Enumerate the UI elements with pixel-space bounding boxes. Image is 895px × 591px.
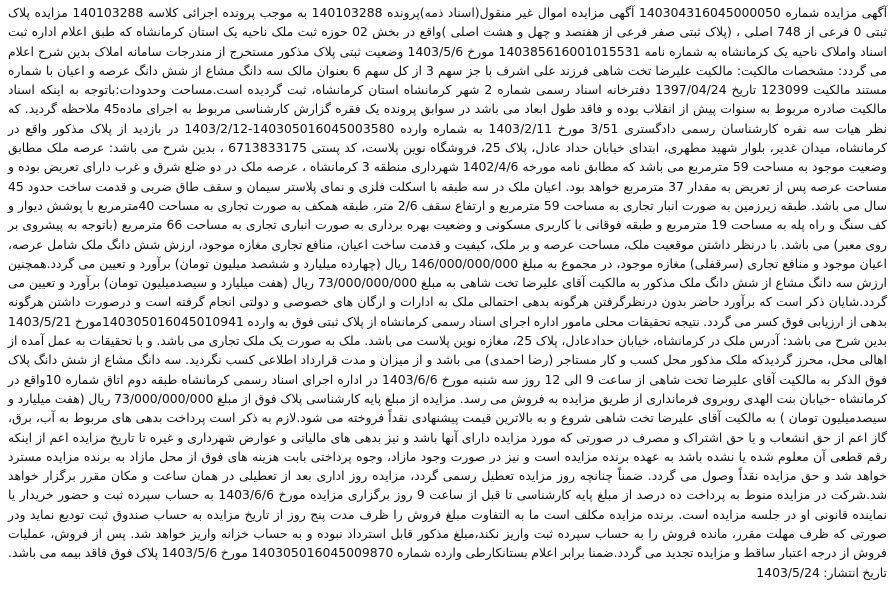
notice-body-text: آگهی مزایده شماره 140304316045000050 آگهی مزایده اموال غیر منقول(اسناد ذمه)پرونده 140103288 به موجب پرونده اجرائی کلاسه 140103288 مزایده پلاک ثبتی 0 فرعی از 748 اصلی ، (پلاک ثبتی صفر فرعی از هفتصد و چهل و هشت اصلی )واقع در بخش 02 حوزه ثبت ملک ناحیه یک استان کرمانشاه که طبق اعلام اداره ثبت اسناد واملاک ناحیه یک کرمانشاه به شماره نامه 140385616001015531 مورخ 1403/5/6 وضعیت ثبتی پلاک مذکور مستخرج از مندرجات سامانه املاک بدین شرح اعلام می گردد: مشخصات مالکیت: مالکیت علیرضا تخت شاهی فرزند علی اشرف با جز سهم 3 از کل سهم 6 بعنوان مالک سه دانگ مشاع از شش دانگ عرصه و اعیان با شماره مستند مالکیت 123099 تاریخ 1397/04/24 دفترخانه اسناد رسمی شماره 2 شهر کرمانشاه استان کرمانشاه، ثبت گردیده است.مساحت وحدودات:باتوجه به اینکه اسناد مالکیت صادره مربوط به سنوات پیش از انقلاب بوده و فاقد طول ابعاد می باشد در سوابق پرونده یک فقره گزارش کارشناسی مربوط به اجرای ماده45 ملاحظه گردید. که نظر هیات سه نفره کارشناسان رسمی دادگستری 3/51 مورخ 1403/2/11 به شماره وارده 140305016045003580-1403/2/12 در بازدید از پلاک مذکور واقع در کرمانشاه، میدان غدیر، بلوار شهید مطهری، ابتدای خیابان حداد عادل، پلاک 25، فروشگاه نوین پلاست، کد پستی 6713833175 ، بدین شرح می باشد: عرصه ملک مطابق وضعیت موجود به مساحت 59 مترمربع می باشد که مطابق نامه مورخه 1402/4/6 شهرداری منطقه 3 کرمانشاه ، عرصه ملک در دو ضلع شرق و غرب دارای تعریض بوده و مساحت عرصه پس از تعریض به مقدار 37 مترمربع خواهد بود. اعیان ملک در سه طبقه با اسکلت فلزی و نمای پلاستر سیمان و سقف طاق ضربی و قدمت ساخت حدود 45 سال می باشد. طبقه زیرزمین به صورت انبار تجاری به مساحت 59 مترمربع و ارتفاع سقف 2/6 متر، طبقه همکف به صورت تجاری به مساحت 40مترمربع با پوشش دیوار و کف سنگ و راه پله به مساحت 19 مترمربع و طبقه فوقانی با کاربری مسکونی و وضعیت بهره برداری به صورت انباری تجاری به مساحت 66 مترمربع (باتوجه به پیشروی بر روی معبر) می باشد. با درنظر داشتن موقعیت ملک، مساحت عرصه و بر ملک، کیفیت و قدمت ساخت اعیان، منافع تجاری مغازه موجود، ارزش شش دانگ ملک شامل عرصه، اعیان موجود و منافع تجاری (سرقفلی) مغازه موجود، در مجموع به مبلغ 146/000/000/000 ریال (چهارده میلیارد و ششصد میلیون تومان) برآورد و تعیین می گردد.همچنین ارزش سه دانگ مشاع از شش دانگ ملک مذکور به مالکیت آقای علیرضا تخت شاهی به مبلغ 73/000/000/000 ریال (هفت میلیارد و سیصدمیلیون تومان) برآورد و تعیین می گردد.شایان ذکر است که برآورد حاضر بدون درنظرگرفتن هرگونه بدهی احتمالی ملک به ادارات و ارگان های خصوصی و دولتی انجام گرفته است و درصورت داشتن هرگونه بدهی از ارزیابی فوق کسر می گردد. نتیجه تحقیقات محلی مامور اداره اجرای اسناد رسمی کرمانشاه از پلاک ثبتی فوق به وارده 140305016045010941مورخ 1403/5/21 بدین شرح می باشد: آدرس ملک در کرمانشاه، خیابان حدادعادل، پلاک 25، مغازه نوین پلاست می باشد. ملک به صورت یک ملک تجاری می باشد. و با تحقیقات به عمل آمده از اهالی محل، محرز گردیدکه ملک مذکور محل کسب و کار مستاجر (رضا احمدی) می باشد و از میزان و مدت قرارداد اطلاعی کسب نگردید. سه دانگ مشاع از شش دانگ پلاک فوق الذکر به مالکیت آقای علیرضا تخت شاهی از ساعت 9 الی 12 روز سه شنبه مورخ 1403/6/6 در اداره اجرای اسناد رسمی کرمانشاه طبقه دوم اتاق شماره 10واقع در کرمانشاه -خیابان بنت الهدی روبروی فرمانداری از طریق مزایده به فروش می رسد. مزایده از مبلغ پایه کارشناسی پلاک فوق از مبلغ 73/000/000/000 ریال (هفت میلیارد و سیصدمیلیون تومان ) به مالکیت آقای علیرضا تخت شاهی شروع و به بالاترین قیمت پیشنهادی نقداً فروخته می شود.لازم به ذکر است پرداخت بدهی های مربوط به آب، برق، گاز اعم از حق انشعاب و یا حق اشتراک و مصرف در صورتی که مورد مزایده دارای آنها باشد و نیز بدهی های مالیاتی و عوارض شهرداری و غیره تا تاریخ مزایده اعم از اینکه رقم قطعی آن معلوم شده یا نشده باشد به عهده برنده مزایده است و نیز در صورت وجود مازاد، وجوه پرداختی بابت هزینه های فوق از محل مازاد به برنده مزایده مسترد خواهد شد و حق مزایده نقداً وصول می گردد. ضمناً چنانچه روز مزایده تعطیل رسمی گردد، مزایده روز اداری بعد از تعطیلی در همان ساعت و مکان مقرر برگزار خواهد شد.شرکت در مزایده منوط به پرداخت ده درصد از مبلغ پایه کارشناسی تا قبل از ساعت 9 روز برگزاری مزایده مورخ 1403/6/6 به حساب سپرده ثبت و حضور خریدار یا نماینده قانونی او در جلسه مزایده است. برنده مزایده مکلف است ما به التفاوت مبلغ فروش را ظرف مدت پنج روز از تاریخ مزایده به حساب صندوق ثبت تودیع نماید ودر صورتی که ظرف مهلت مقرر، مانده فروش را به حساب سپرده ثبت واریز نکند،مبلغ مذکور قابل استرداد نبوده و به حساب خزانه واریز خواهد شد. پس از فروش، عملیات فروش از درجه اعتبار ساقط و مزایده تجدید می گردد.ضمنا برابر اعلام بستانکارطی وارده شماره 140305016045009870 مورخ 1403/5/6 پلاک فوق فاقد بیمه می باشد. تاریخ انتشار: 1403/5/24 [8,5,888,580]
